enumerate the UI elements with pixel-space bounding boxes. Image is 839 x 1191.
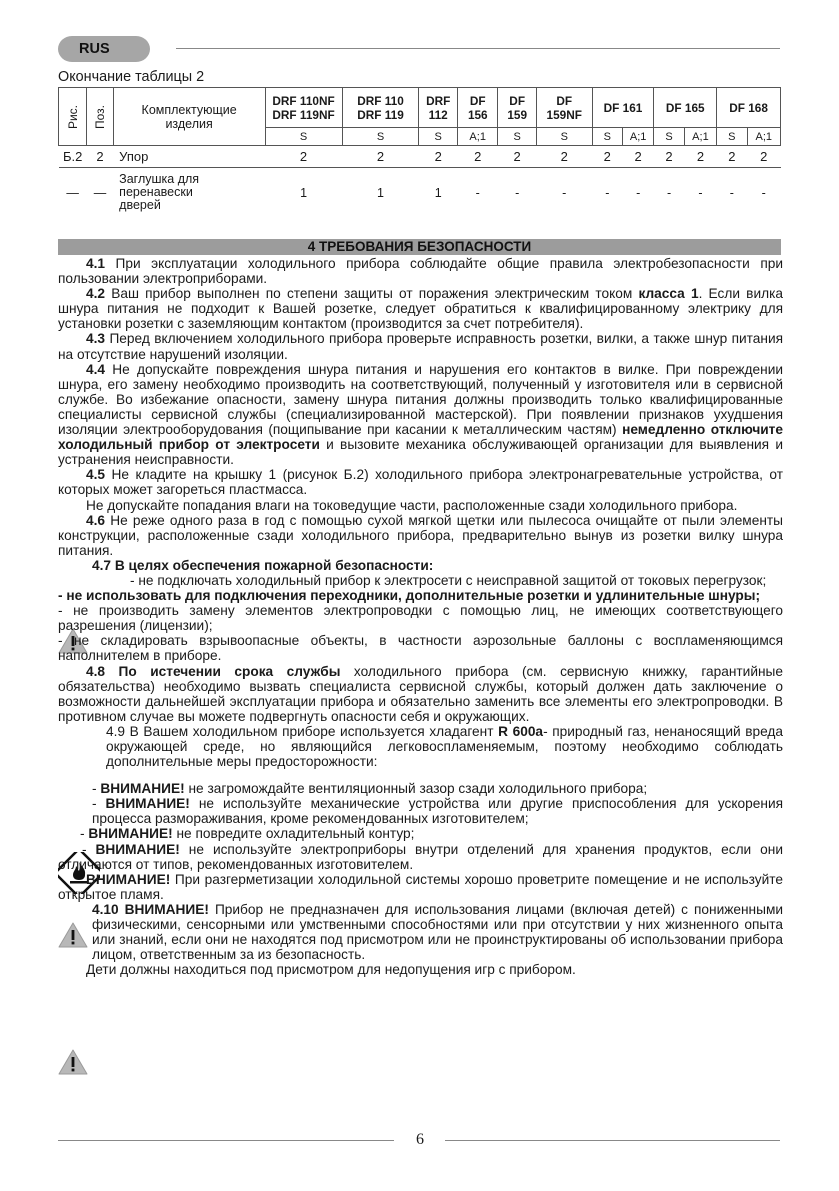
model-header: DRF 110 DRF 119 xyxy=(342,88,419,128)
cell-value: 1 xyxy=(342,168,419,218)
paragraph-4-7-item: - не складировать взрывоопасные объекты, в частности аэрозольные баллоны с воспламеняющимся наполнителем в приборе. xyxy=(58,633,783,664)
section-title: 4 ТРЕБОВАНИЯ БЕЗОПАСНОСТИ xyxy=(58,239,781,255)
paragraph-4-5-cont: Не допускайте попадания влаги на токоведущие части, расположенные сзади холодильного прибора. xyxy=(86,497,738,513)
table-row xyxy=(59,146,781,168)
sub-header: S xyxy=(342,128,419,146)
cell-value: - xyxy=(592,168,622,218)
model-header: DF 156 xyxy=(457,88,498,128)
cell-value: 2 xyxy=(747,146,781,168)
cell-value: 2 xyxy=(717,146,747,168)
paragraph-4-5: 4.5 Не кладите на крышку 1 (рисунок Б.2) холодильного прибора электронагревательные устройства, от которых может загореться пластмасса. xyxy=(58,467,783,498)
cell-value: 1 xyxy=(419,168,457,218)
warning-item: - ВНИМАНИЕ! не повредите охладительный контур; xyxy=(80,826,415,842)
paragraph-4-1: 4.1 При эксплуатации холодильного прибора соблюдайте общие правила электробезопасности при пользовании электроприборами. xyxy=(58,256,783,287)
col-header-item: Комплектующие изделия xyxy=(113,88,265,146)
cell-value: 2 xyxy=(654,146,684,168)
paragraph-4-7-title: 4.7 В целях обеспечения пожарной безопасности: xyxy=(92,557,434,573)
cell-value: 2 xyxy=(265,146,342,168)
model-header: DF 161 xyxy=(592,88,654,128)
cell-item: Упор xyxy=(113,146,265,168)
sub-header: S xyxy=(717,128,747,146)
paragraph-4-4: 4.4 Не допускайте повреждения шнура питания и нарушения его контактов в вилке. При повреждении шнура, его замену необходимо производить на соответствующий, полученный у изготовителя или в сервисной службе. Во избежание опасности, замену шнура питания должны производить только квалифицированные специалисты сервисной службы (специализированной мастерской). При появлении признаков ухудшения изоляции электрооборудования (пощипывание при касании к металлическим частям) немедленно отключите холодильный прибор от электросети и вызовите механика обслуживающей организации для выявления и устранения неисправности. xyxy=(58,361,783,468)
cell-value: - xyxy=(498,168,536,218)
cell-pos: 2 xyxy=(87,146,113,168)
footer-rule xyxy=(58,1140,394,1141)
safety-requirements-text xyxy=(58,256,783,977)
cell-value: - xyxy=(457,168,498,218)
paragraph-4-9: 4.9 В Вашем холодильном приборе используется хладагент R 600а- природный газ, ненаносящий вреда окружающей среде, но являющийся легковоспламеняемым, поэтому необходимо соблюдать дополнительные меры предосторожности: xyxy=(106,723,784,770)
language-badge: RUS xyxy=(58,36,150,62)
model-header: DF 159NF xyxy=(536,88,592,128)
page-number: 6 xyxy=(416,1131,424,1148)
sub-header: S xyxy=(592,128,622,146)
cell-fig: — xyxy=(59,168,87,218)
sub-header: A;1 xyxy=(684,128,716,146)
cell-value: 2 xyxy=(342,146,419,168)
col-header-fig: Рис. xyxy=(59,88,87,146)
model-header: DF 168 xyxy=(717,88,781,128)
components-table xyxy=(58,87,781,218)
paragraph-4-10-cont: Дети должны находиться под присмотром для недопущения игр с прибором. xyxy=(86,962,576,978)
cell-value: - xyxy=(717,168,747,218)
sub-header: S xyxy=(265,128,342,146)
paragraph-4-10: 4.10 ВНИМАНИЕ! Прибор не предназначен для использования лицами (включая детей) с пониженными физическими, сенсорными или умственными способностями или при отсутствии у них жизненного опыта или знаний, если они не находятся под присмотром или не проинструктированы об использовании прибора лицом, ответственным за из безопасность. xyxy=(92,901,784,963)
paragraph-4-8: 4.8 По истечении срока службы холодильного прибора (см. сервисную книжку, гарантийные обязательства) необходимо вызвать специалиста сервисной службы, который должен дать заключение о возможности дальнейшей эксплуатации прибора и обязательно заменить все элементы его электропроводки. В противном случае вы можете подвергнуть опасности себя и окружающих. xyxy=(58,663,783,724)
spacer xyxy=(58,769,783,781)
paragraph-4-7-item: - не использовать для подключения переходники, дополнительные розетки и удлинительные шнуры; xyxy=(58,588,760,604)
cell-value: 2 xyxy=(419,146,457,168)
footer-rule xyxy=(445,1140,780,1141)
cell-value: 2 xyxy=(592,146,622,168)
model-header: DRF 110NF DRF 119NF xyxy=(265,88,342,128)
cell-value: - xyxy=(622,168,653,218)
table-caption: Окончание таблицы 2 xyxy=(58,69,205,85)
cell-value: 2 xyxy=(457,146,498,168)
cell-value: 1 xyxy=(265,168,342,218)
cell-value: 2 xyxy=(684,146,716,168)
cell-value: 2 xyxy=(536,146,592,168)
cell-value: - xyxy=(747,168,781,218)
cell-value: 2 xyxy=(622,146,653,168)
header-rule xyxy=(176,48,780,49)
paragraph-4-7-item: - не производить замену элементов электропроводки с помощью лиц, не имеющих соответствующего разрешения (лицензии); xyxy=(58,603,783,634)
cell-pos: — xyxy=(87,168,113,218)
paragraph-4-6: 4.6 Не реже одного раза в год с помощью сухой мягкой щетки или пылесоса очищайте от пыли элементы конструкции, расположенные сзади холодильного прибора, предварительно вынув из розетки вилку шнура питания. xyxy=(58,512,783,558)
sub-header: S xyxy=(419,128,457,146)
paragraph-4-3: 4.3 Перед включением холодильного прибора проверьте исправность розетки, вилки, а также шнур питания на отсутствие нарушений изоляции. xyxy=(58,331,783,362)
table-row xyxy=(59,168,781,218)
cell-value: - xyxy=(536,168,592,218)
cell-value: - xyxy=(654,168,684,218)
sub-header: A;1 xyxy=(747,128,781,146)
paragraph-4-2: 4.2 Ваш прибор выполнен по степени защиты от поражения электрическим током класса 1. Если вилка шнура питания не подходит к Вашей розетке, следует обратиться к квалифицированному электрику для установки розетки с заземляющим контактом (производится за счет потребителя). xyxy=(58,286,783,332)
warning-item: - ВНИМАНИЕ! не используйте электроприборы внутри отделений для хранения продуктов, если они отличаются от типов, рекомендованных изготовителем. xyxy=(58,841,783,872)
sub-header: S xyxy=(654,128,684,146)
cell-item: Заглушка для перенавески дверей xyxy=(113,168,265,218)
model-header: DF 165 xyxy=(654,88,717,128)
model-header: DF 159 xyxy=(498,88,536,128)
warning-item: ВНИМАНИЕ! При разгерметизации холодильной системы хорошо проветрите помещение и не используйте открытое пламя. xyxy=(58,871,783,902)
warning-item: - ВНИМАНИЕ! не используйте механические устройства или другие приспособления для ускорения процесса размораживания, кроме рекомендованных изготовителем; xyxy=(92,796,783,827)
warning-item: - ВНИМАНИЕ! не загромождайте вентиляционный зазор сзади холодильного прибора; xyxy=(92,781,648,797)
paragraph-4-7-item: - не подключать холодильный прибор к электросети с неисправной защитой от токовых перегрузок; xyxy=(130,572,767,588)
sub-header: A;1 xyxy=(622,128,653,146)
warning-icon xyxy=(58,1049,88,1075)
cell-value: 2 xyxy=(498,146,536,168)
model-header: DRF 112 xyxy=(419,88,457,128)
sub-header: S xyxy=(536,128,592,146)
sub-header: A;1 xyxy=(457,128,498,146)
cell-value: - xyxy=(684,168,716,218)
col-header-pos: Поз. xyxy=(87,88,113,146)
sub-header: S xyxy=(498,128,536,146)
cell-fig: Б.2 xyxy=(59,146,87,168)
